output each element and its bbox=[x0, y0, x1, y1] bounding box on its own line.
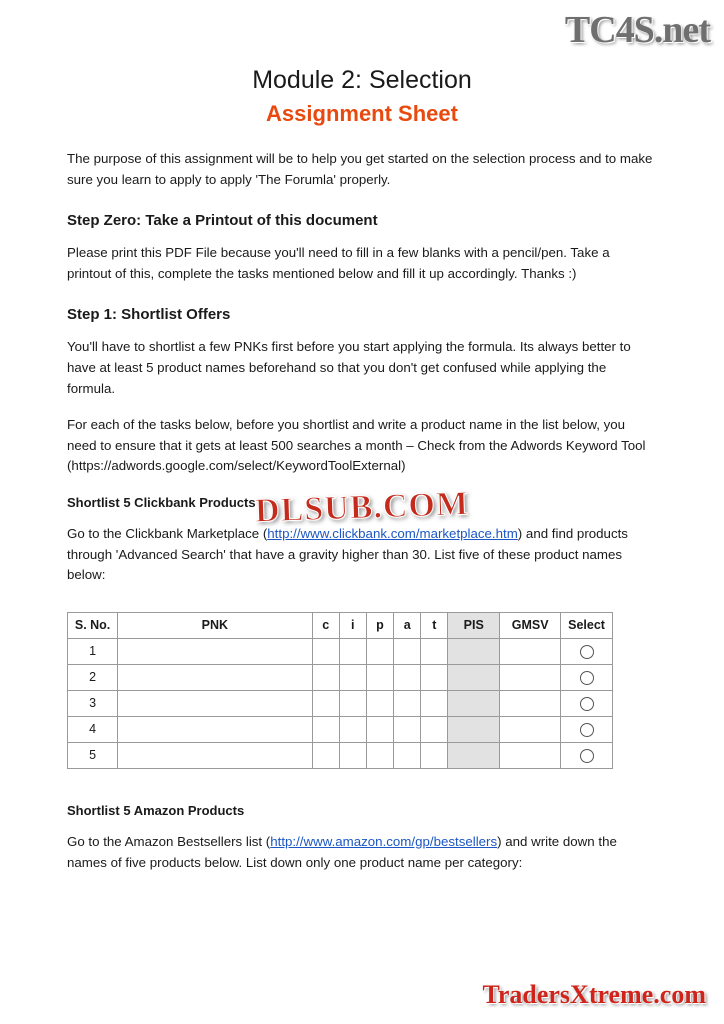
cell-i[interactable] bbox=[339, 742, 366, 768]
amazon-instructions bbox=[67, 832, 657, 873]
cell-a[interactable] bbox=[394, 742, 421, 768]
intro-paragraph: The purpose of this assignment will be to help you get started on the selection process and to make sure you learn to apply to apply 'The Forumla' properly. bbox=[67, 151, 653, 187]
step-one-heading: Step 1: Shortlist Offers bbox=[67, 306, 231, 324]
cell-sno: 5 bbox=[68, 742, 118, 768]
cell-gmsv[interactable] bbox=[500, 690, 561, 716]
clickbank-pnk-table bbox=[67, 612, 613, 769]
cell-pnk[interactable] bbox=[118, 664, 312, 690]
header-gmsv: GMSV bbox=[500, 612, 561, 638]
cell-a[interactable] bbox=[394, 638, 421, 664]
cell-i[interactable] bbox=[339, 716, 366, 742]
cell-a[interactable] bbox=[394, 664, 421, 690]
cell-c[interactable] bbox=[312, 690, 339, 716]
table-row bbox=[68, 716, 613, 742]
step-one-body-1: You'll have to shortlist a few PNKs first before you start applying the formula. Its always better to have at least 5 product names beforehand so that you don't get confused while applying the formula. bbox=[67, 339, 631, 396]
cell-pnk[interactable] bbox=[118, 690, 312, 716]
cell-i[interactable] bbox=[339, 664, 366, 690]
cell-t[interactable] bbox=[421, 742, 448, 768]
cell-sno: 2 bbox=[68, 664, 118, 690]
cell-pis[interactable] bbox=[448, 742, 500, 768]
header-i: i bbox=[339, 612, 366, 638]
cell-t[interactable] bbox=[421, 716, 448, 742]
cell-pnk[interactable] bbox=[118, 742, 312, 768]
cell-pis[interactable] bbox=[448, 690, 500, 716]
page-subtitle: Assignment Sheet bbox=[266, 101, 458, 126]
cell-c[interactable] bbox=[312, 742, 339, 768]
cell-a[interactable] bbox=[394, 690, 421, 716]
cell-t[interactable] bbox=[421, 638, 448, 664]
header-p: p bbox=[366, 612, 393, 638]
cell-pnk[interactable] bbox=[118, 638, 312, 664]
cell-gmsv[interactable] bbox=[500, 742, 561, 768]
header-pis: PIS bbox=[448, 612, 500, 638]
cell-c[interactable] bbox=[312, 664, 339, 690]
clickbank-heading: Shortlist 5 Clickbank Products bbox=[67, 495, 256, 511]
document-content bbox=[67, 66, 657, 889]
cell-pis[interactable] bbox=[448, 716, 500, 742]
cell-sno: 4 bbox=[68, 716, 118, 742]
cell-p[interactable] bbox=[366, 638, 393, 664]
table-row bbox=[68, 638, 613, 664]
step-one-body-2: For each of the tasks below, before you shortlist and write a product name in the list below, you need to ensure that it gets at least 500 searches a month – Check from the Adwords Keyword Tool (https://adwords.google.com/select/KeywordToolExternal) bbox=[67, 417, 646, 474]
header-pnk: PNK bbox=[118, 612, 312, 638]
cell-a[interactable] bbox=[394, 716, 421, 742]
table-row bbox=[68, 690, 613, 716]
cell-pis[interactable] bbox=[448, 664, 500, 690]
clickbank-text-before: Go to the Clickbank Marketplace ( bbox=[67, 526, 268, 542]
select-radio-icon[interactable] bbox=[580, 697, 594, 711]
cell-pis[interactable] bbox=[448, 638, 500, 664]
amazon-text-before: Go to the Amazon Bestsellers list ( bbox=[67, 833, 271, 849]
cell-select[interactable] bbox=[561, 690, 613, 716]
page-title: Module 2: Selection bbox=[252, 66, 472, 94]
cell-select[interactable] bbox=[561, 664, 613, 690]
watermark-top-right: TC4S.net bbox=[564, 9, 710, 51]
cell-t[interactable] bbox=[421, 690, 448, 716]
select-radio-icon[interactable] bbox=[580, 723, 594, 737]
header-sno: S. No. bbox=[68, 612, 118, 638]
step-zero-body: Please print this PDF File because you'll need to fill in a few blanks with a pencil/pen. Take a printout of this, complete the tasks mentioned below and fill it up accordingly. Thanks :) bbox=[67, 245, 610, 281]
clickbank-text-after: ) and find products through 'Advanced Search' that have a gravity higher than 30. List five of these product names below: bbox=[67, 526, 628, 583]
cell-sno: 1 bbox=[68, 638, 118, 664]
select-radio-icon[interactable] bbox=[580, 749, 594, 763]
cell-sno: 3 bbox=[68, 690, 118, 716]
cell-select[interactable] bbox=[561, 742, 613, 768]
cell-p[interactable] bbox=[366, 690, 393, 716]
header-c: c bbox=[312, 612, 339, 638]
table-row bbox=[68, 664, 613, 690]
cell-i[interactable] bbox=[339, 638, 366, 664]
cell-select[interactable] bbox=[561, 716, 613, 742]
cell-i[interactable] bbox=[339, 690, 366, 716]
amazon-bestsellers-link[interactable]: http://www.amazon.com/gp/bestsellers bbox=[270, 833, 498, 849]
header-a: a bbox=[394, 612, 421, 638]
clickbank-marketplace-link[interactable]: http://www.clickbank.com/marketplace.htm bbox=[267, 526, 518, 542]
cell-gmsv[interactable] bbox=[500, 664, 561, 690]
select-radio-icon[interactable] bbox=[580, 671, 594, 685]
amazon-heading: Shortlist 5 Amazon Products bbox=[67, 802, 245, 818]
cell-gmsv[interactable] bbox=[500, 638, 561, 664]
cell-pnk[interactable] bbox=[118, 716, 312, 742]
header-select: Select bbox=[561, 612, 613, 638]
clickbank-instructions bbox=[67, 524, 657, 586]
cell-gmsv[interactable] bbox=[500, 716, 561, 742]
cell-t[interactable] bbox=[421, 664, 448, 690]
cell-c[interactable] bbox=[312, 716, 339, 742]
cell-p[interactable] bbox=[366, 664, 393, 690]
watermark-bottom-right: TradersXtreme.com bbox=[482, 980, 706, 1009]
amazon-text-after: ) and write down the names of five products below. List down only one product name per category: bbox=[67, 833, 617, 870]
watermark-center: DLSUB.COM bbox=[254, 485, 470, 530]
step-zero-heading: Step Zero: Take a Printout of this document bbox=[67, 212, 378, 230]
header-t: t bbox=[421, 612, 448, 638]
cell-c[interactable] bbox=[312, 638, 339, 664]
cell-p[interactable] bbox=[366, 716, 393, 742]
cell-select[interactable] bbox=[561, 638, 613, 664]
table-row bbox=[68, 742, 613, 768]
select-radio-icon[interactable] bbox=[580, 645, 594, 659]
table-header-row bbox=[68, 612, 613, 638]
cell-p[interactable] bbox=[366, 742, 393, 768]
